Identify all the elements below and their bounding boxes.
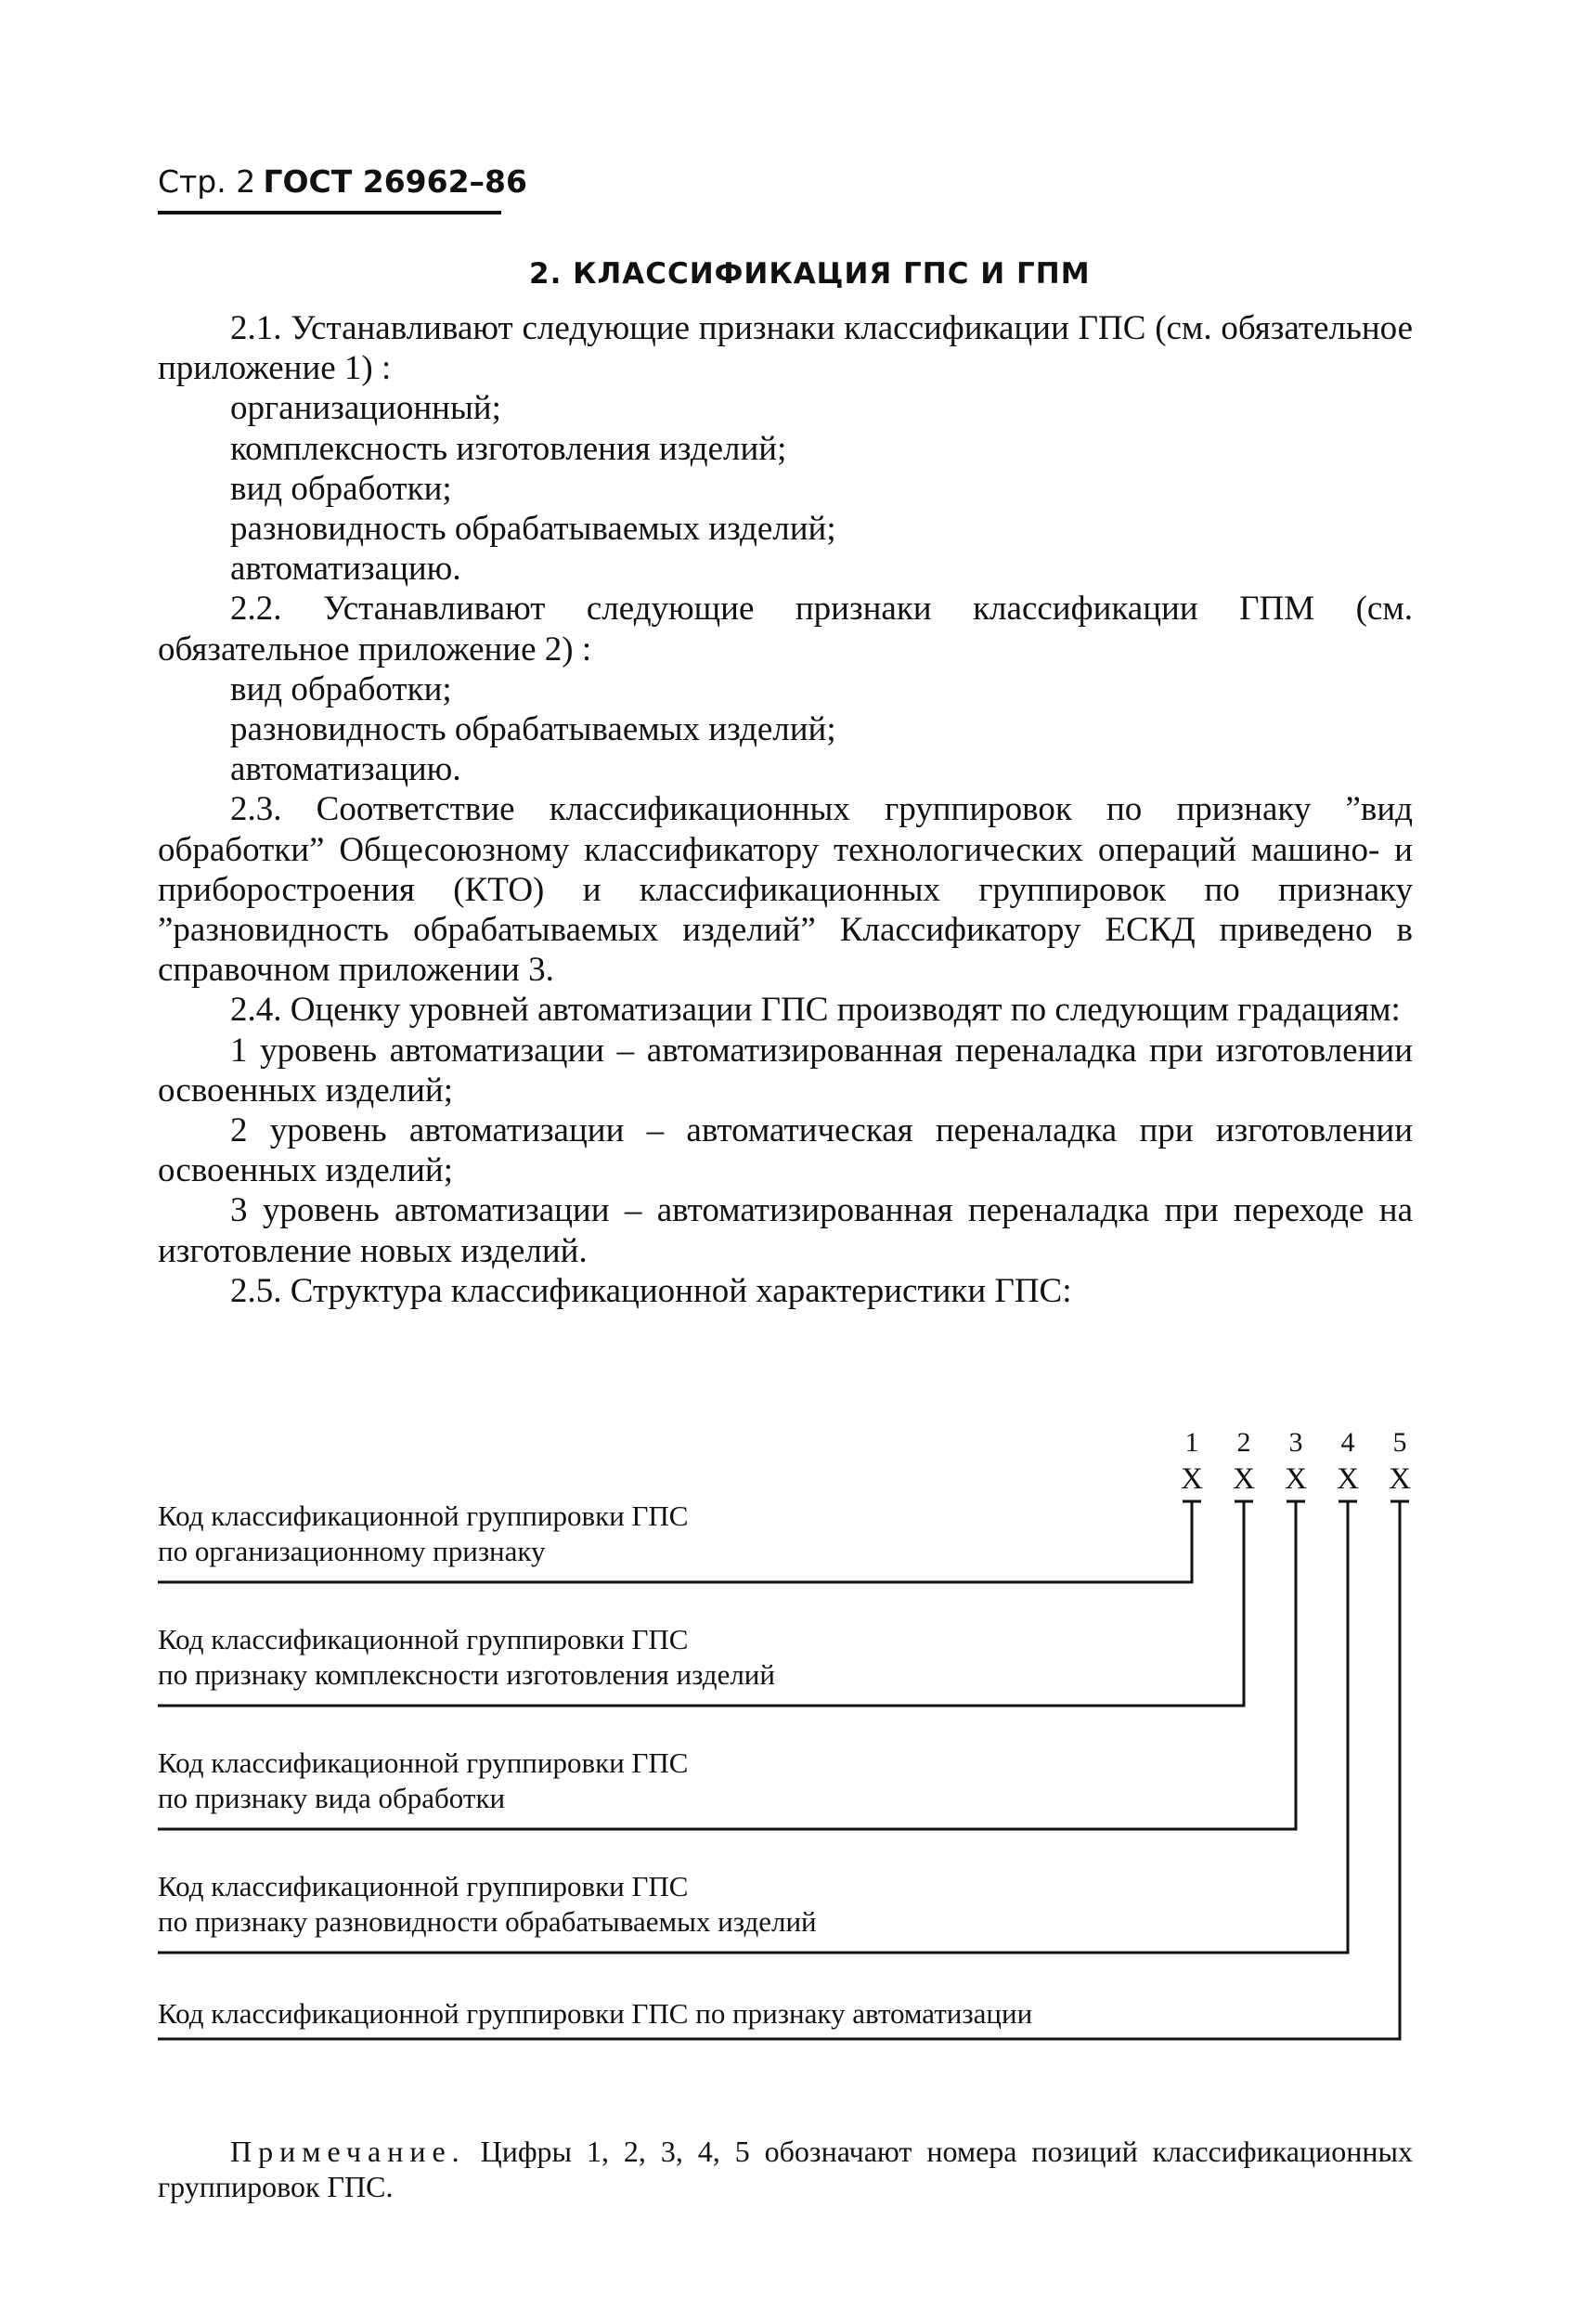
group-label: Код классификационной группировки ГПС по признаку разновидности обрабатываемых изделий — [158, 1870, 817, 1938]
position-number: 4 — [1340, 1427, 1355, 1458]
note — [158, 2134, 1413, 2204]
paragraph-2-1: 2.1. Устанавливают следующие признаки классификации ГПС (см. обязательное приложение 1) : — [158, 309, 1413, 388]
paragraph-2-4: 2.4. Оценку уровней автоматизации ГПС производят по следующим градациям: — [230, 991, 1401, 1030]
code-placeholder: Х — [1389, 1462, 1411, 1496]
section-title: 2. КЛАССИФИКАЦИЯ ГПС И ГПМ — [529, 257, 1091, 291]
group-label: Код классификационной группировки ГПС по признаку вида обработки — [158, 1746, 689, 1814]
page-number: Стр. 2 — [158, 163, 256, 200]
note-text: Цифры 1, 2, 3, 4, 5 обозначают номера позиций классификационных группировок ГПС. — [158, 2135, 1414, 2203]
group-label: Код классификационной группировки ГПС по признаку комплексности изготовления изделий — [158, 1623, 775, 1691]
list-item: разновидность обрабатываемых изделий; — [230, 710, 836, 749]
list-item: автоматизацию. — [230, 550, 461, 589]
list-item: вид обработки; — [230, 469, 452, 508]
group-label: Код классификационной группировки ГПС по организационному признаку — [158, 1500, 689, 1567]
list-item: автоматизацию. — [230, 750, 461, 789]
code-placeholder: Х — [1337, 1462, 1359, 1496]
code-placeholder: Х — [1181, 1462, 1203, 1496]
paragraph-2-3: 2.3. Соответствие классификационных группировок по признаку ”вид обработки” Общесоюзному классификатору технологических операций машино- и приборостроения (КТО) и классификационных группировок по признаку ”разновидность обрабатываемых изделий” Классификатору ЕСКД приведено в справочном приложении 3. — [158, 790, 1413, 990]
code-placeholder: Х — [1285, 1462, 1307, 1496]
list-item: разновидность обрабатываемых изделий; — [230, 510, 836, 549]
code-placeholder: Х — [1233, 1462, 1255, 1496]
position-number: 3 — [1288, 1427, 1303, 1458]
group-label: Код классификационной группировки ГПС по признаку автоматизации — [158, 1997, 1033, 2030]
automation-level: 2 уровень автоматизации – автоматическая переналадка при изготовлении освоенных изделий; — [158, 1111, 1413, 1190]
position-number: 5 — [1392, 1427, 1407, 1458]
position-number: 2 — [1236, 1427, 1251, 1458]
note-label: Примечание. — [230, 2135, 466, 2168]
automation-level: 3 уровень автоматизации – автоматизированная переналадка при переходе на изготовление новых изделий. — [158, 1191, 1413, 1270]
list-item: организационный; — [230, 389, 501, 428]
paragraph-2-5: 2.5. Структура классификационной характеристики ГПС: — [230, 1271, 1072, 1310]
standard-number: ГОСТ 26962–86 — [263, 163, 527, 200]
paragraph-2-2: 2.2. Устанавливают следующие признаки классификации ГПМ (см. обязательное приложение 2) : — [158, 590, 1413, 669]
position-number: 1 — [1184, 1427, 1199, 1458]
list-item: комплексность изготовления изделий; — [230, 429, 787, 468]
list-item: вид обработки; — [230, 669, 452, 708]
automation-level: 1 уровень автоматизации – автоматизированная переналадка при изготовлении освоенных изделий; — [158, 1031, 1413, 1110]
